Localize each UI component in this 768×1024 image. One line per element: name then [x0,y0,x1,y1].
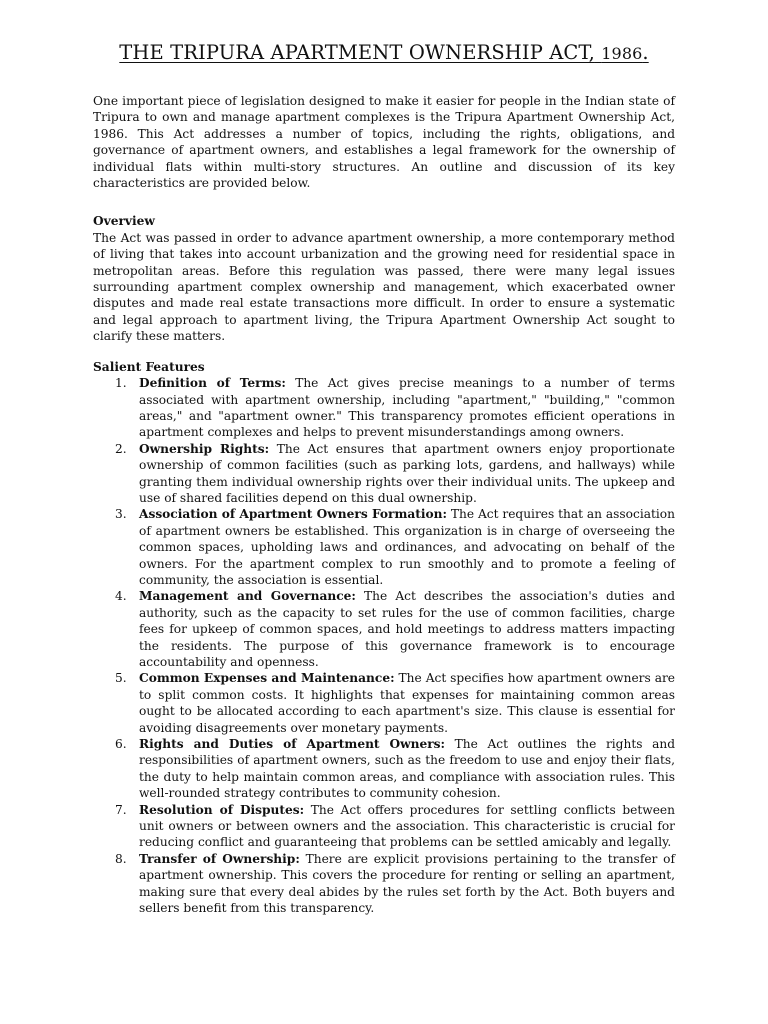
title-end: . [642,41,649,64]
title-main: THE TRIPURA APARTMENT OWNERSHIP ACT, [119,41,595,64]
feature-number: 8. [115,851,127,866]
feature-number: 7. [115,802,127,817]
salient-features-list [93,375,675,916]
feature-term: Definition of Terms: [139,376,286,391]
feature-text: The Act gives precise meanings to a number of terms associated with apartment ownership, including "apartment," "building," "common areas," and "apartment owner." This transparency promotes efficient operations in apartment complexes and helps to prevent misunderstandings among owners. [139,376,676,440]
feature-number: 5. [115,671,127,686]
overview-heading: Overview [93,214,155,229]
feature-number: 1. [115,376,127,391]
salient-features-heading: Salient Features [93,359,205,374]
feature-item [93,506,675,588]
feature-item [93,736,675,802]
overview-paragraph: The Act was passed in order to advance apartment ownership, a more contemporary method of living that takes into account urbanization and the growing need for residential space in metropolitan areas. Before this regulation was passed, there were many legal issues surrounding apartment complex ownership and management, which exacerbated owner disputes and made real estate transactions more difficult. In order to ensure a systematic and legal approach to apartment living, the Tripura Apartment Ownership Act sought to clarify these matters. [93,230,675,344]
feature-item [93,588,675,670]
feature-number: 6. [115,737,127,752]
feature-text: The Act outlines the rights and responsibilities of apartment owners, such as the freedom to use and enjoy their flats, the duty to help maintain common areas, and compliance with association rules. This well-rounded strategy contributes to community cohesion. [139,737,676,801]
feature-item [93,441,675,507]
feature-text: The Act offers procedures for settling conflicts between unit owners or between owners and the association. This characteristic is crucial for reducing conflict and guaranteeing that problems can be settled amicably and legally. [139,802,675,850]
feature-term: Ownership Rights: [139,441,270,456]
feature-term: Common Expenses and Maintenance: [139,671,395,686]
feature-item [93,375,675,441]
feature-number: 3. [115,507,127,522]
feature-item [93,670,675,736]
title-year: 1986 [601,44,643,63]
feature-text: There are explicit provisions pertaining to the transfer of apartment ownership. This covers the procedure for renting or selling an apartment, making sure that every deal abides by the rules set forth by the Act. Both buyers and sellers benefit from this transparency. [139,851,675,916]
feature-term: Association of Apartment Owners Formation: [139,507,448,522]
feature-number: 2. [115,441,127,456]
feature-term: Management and Governance: [139,589,356,604]
feature-item [93,851,675,917]
feature-text: The Act requires that an association of apartment owners be established. This organization is in charge of overseeing the common spaces, upholding laws and ordinances, and advocating on behalf of the owners. For the apartment complex to run smoothly and to promote a feeling of community, the association is essential. [139,507,675,587]
feature-item [93,802,675,851]
document-title [93,40,675,67]
feature-term: Transfer of Ownership: [139,851,300,866]
feature-text: The Act ensures that apartment owners enjoy proportionate ownership of common facilities (such as parking lots, gardens, and hallways) while granting them individual ownership rights over their individual units. The upkeep and use of shared facilities depend on this dual ownership. [139,441,675,505]
feature-number: 4. [115,589,127,604]
feature-text: The Act describes the association's duties and authority, such as the capacity to set rules for the use of common facilities, charge fees for upkeep of common spaces, and hold meetings to address matters impacting the residents. The purpose of this governance framework is to encourage accountability and openness. [139,589,675,669]
feature-term: Rights and Duties of Apartment Owners: [139,737,446,752]
feature-term: Resolution of Disputes: [139,802,305,817]
feature-text: The Act specifies how apartment owners are to split common costs. It highlights that expenses for maintaining common areas ought to be allocated according to each apartment's size. This clause is essential for avoiding disagreements over monetary payments. [139,671,675,735]
intro-paragraph: One important piece of legislation designed to make it easier for people in the Indian state of Tripura to own and manage apartment complexes is the Tripura Apartment Ownership Act, 1986. This Act addresses a number of topics, including the rights, obligations, and governance of apartment owners, and establishes a legal framework for the ownership of individual flats within multi-story structures. An outline and discussion of its key characteristics are provided below. [93,94,675,191]
